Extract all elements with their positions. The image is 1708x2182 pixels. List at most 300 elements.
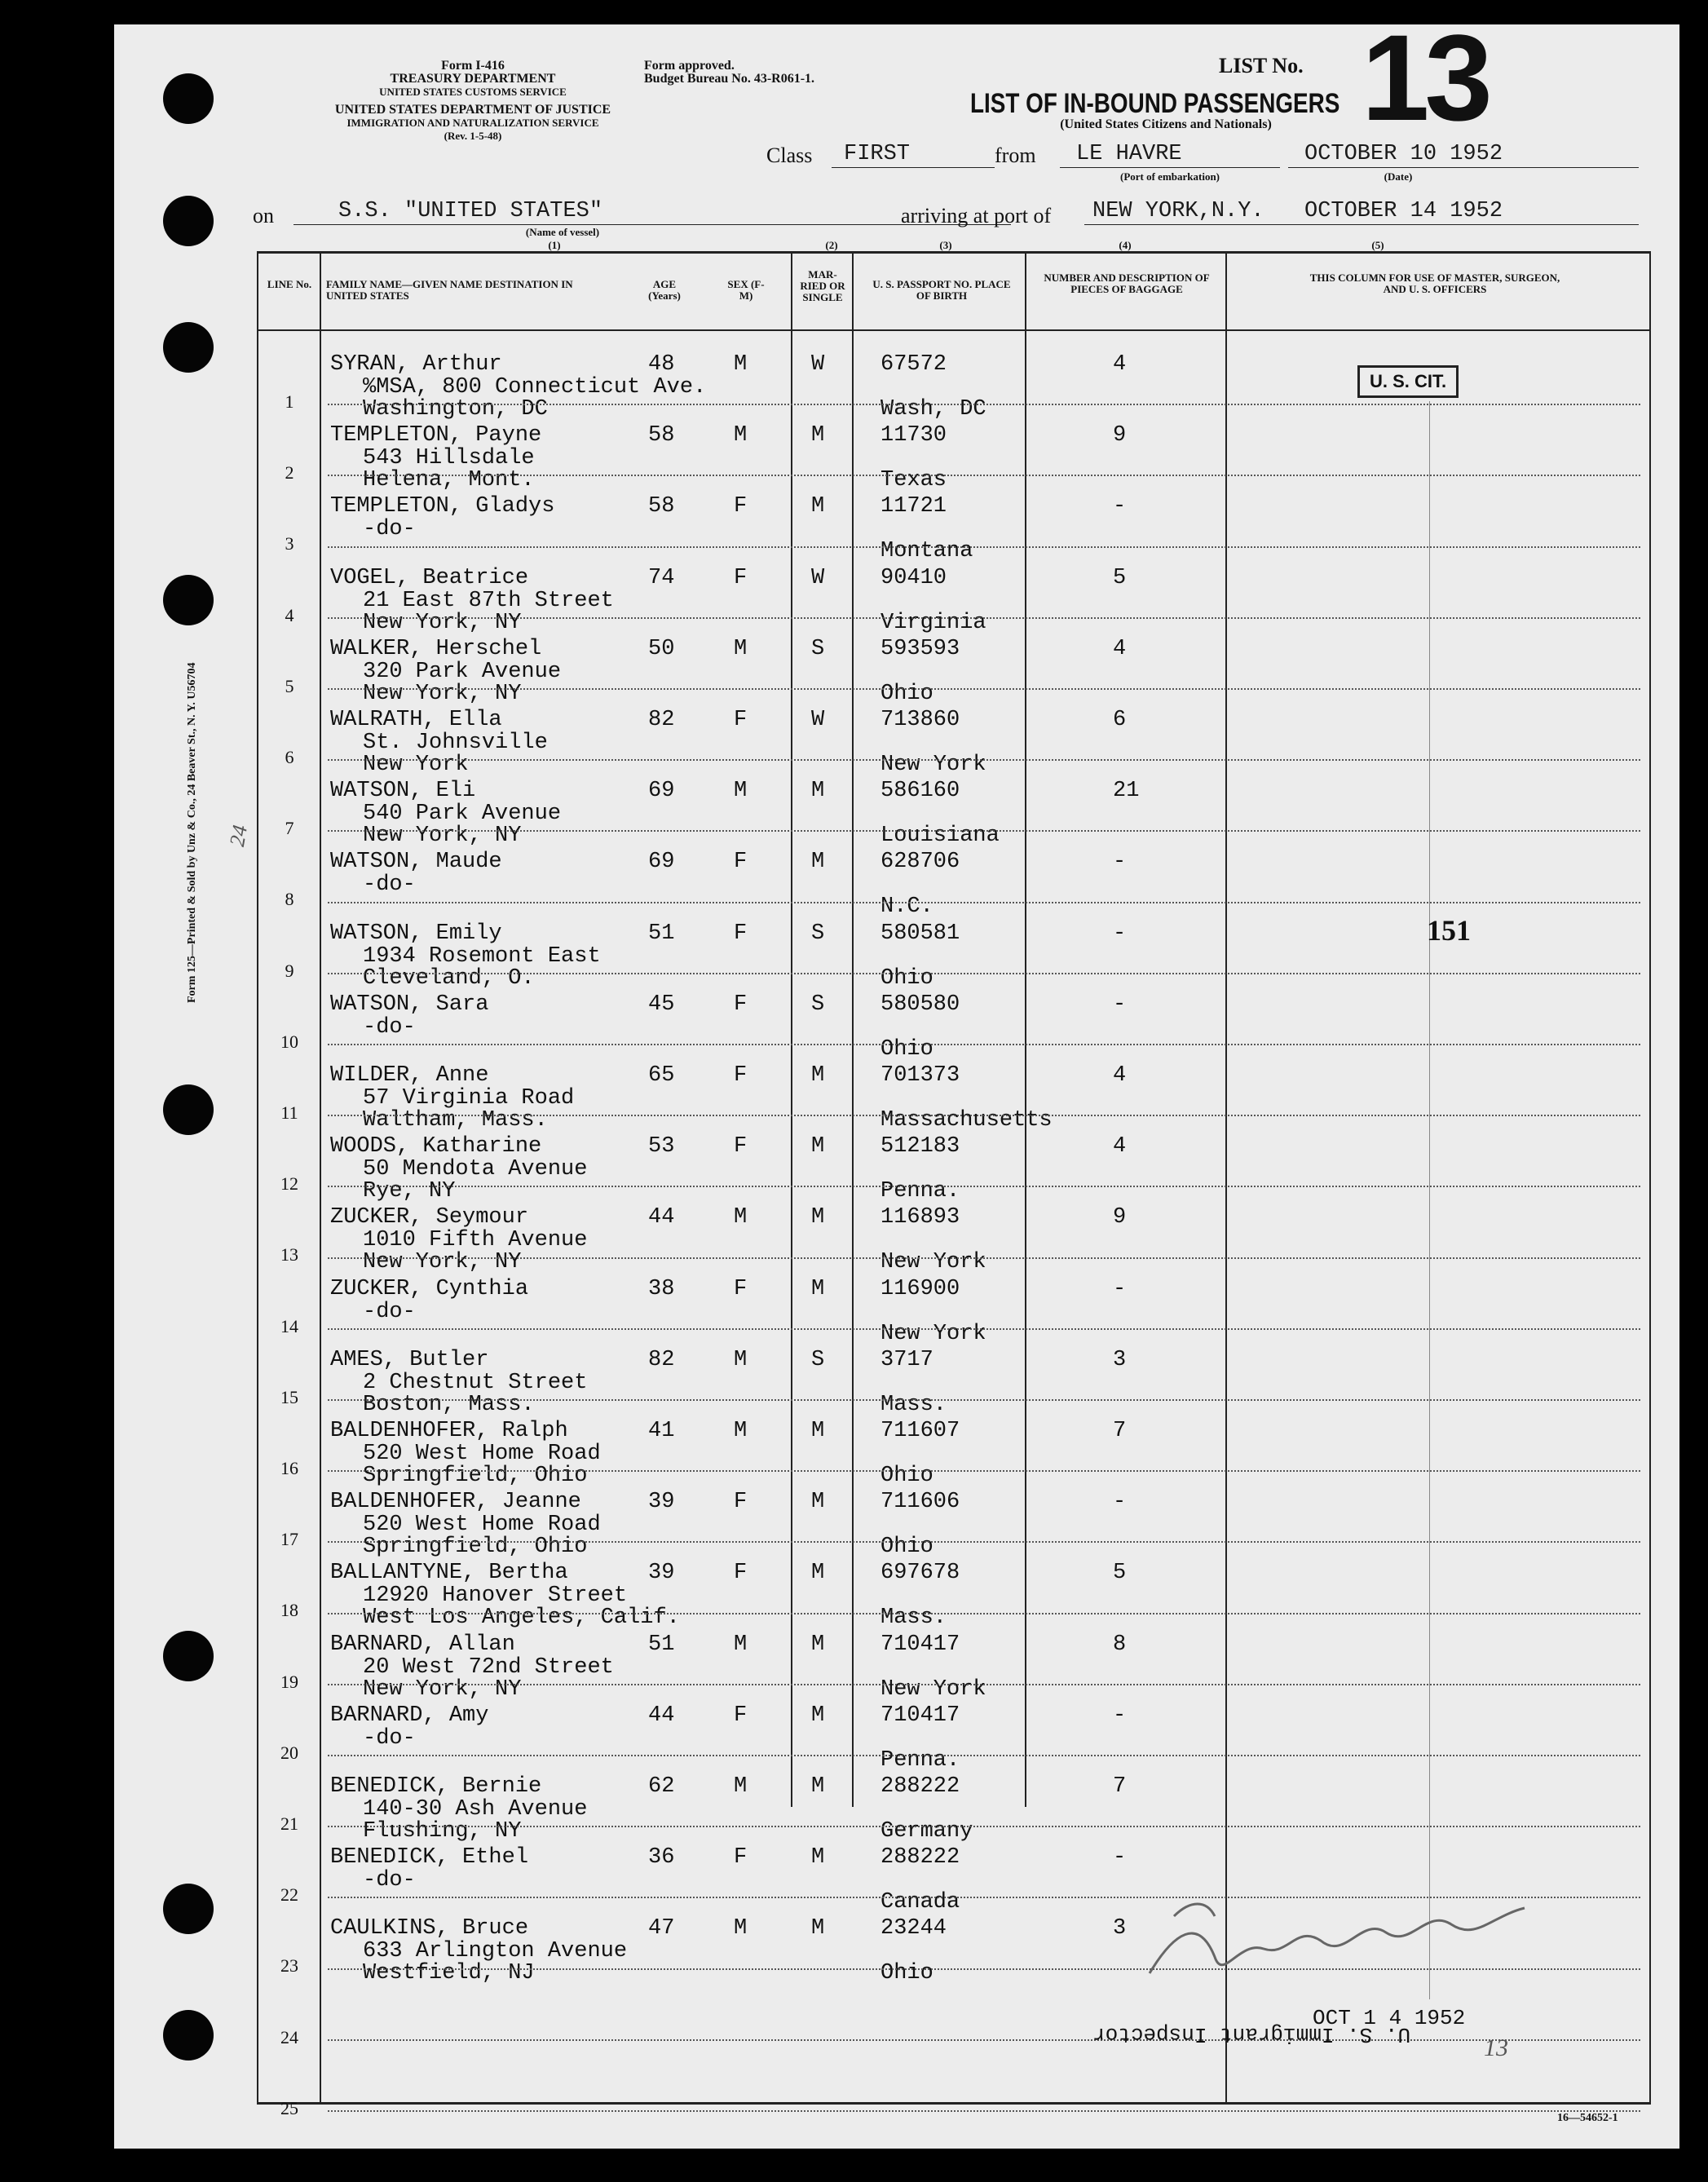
passenger-name: VOGEL, Beatrice: [330, 565, 529, 590]
punch-hole: [163, 1884, 214, 1934]
passenger-name: ZUCKER, Seymour: [330, 1205, 529, 1230]
date-underline: [1288, 167, 1639, 168]
baggage-count: 7: [1113, 1419, 1127, 1443]
col-header-line: LINE No.: [267, 278, 312, 290]
passenger-name: CAULKINS, Bruce: [330, 1916, 529, 1941]
passenger-address-line2: Helena, Mont.: [363, 468, 535, 493]
col-divider: [1025, 251, 1026, 1807]
baggage-count: 4: [1113, 1134, 1127, 1159]
line-number: 14: [280, 1315, 298, 1336]
passenger-age: 41: [648, 1419, 675, 1443]
passenger-address-line1: St. Johnsville: [363, 731, 548, 755]
passport-number: 711607: [880, 1419, 960, 1443]
passenger-address-line1: -do-: [363, 1014, 416, 1040]
passenger-address-line1: 543 Hillsdale: [363, 446, 535, 471]
passenger-sex: M: [734, 1205, 748, 1230]
passenger-sex: F: [734, 708, 748, 732]
passport-number: 90410: [880, 565, 947, 590]
line-number: 16: [280, 1458, 298, 1478]
row-dotted-rule: [328, 830, 1640, 832]
place-of-birth: Texas: [880, 468, 947, 493]
passenger-name: SYRAN, Arthur: [330, 352, 502, 377]
line-number: 12: [280, 1173, 298, 1195]
line-number: 6: [285, 747, 294, 767]
passenger-address-line1: 633 Arlington Avenue: [363, 1939, 628, 1964]
passenger-age: 58: [648, 423, 675, 448]
passport-number: 701373: [880, 1063, 960, 1088]
col-num-1: (1): [548, 239, 561, 251]
row-dotted-rule: [328, 1684, 1640, 1685]
passenger-marital-status: S: [811, 1347, 825, 1372]
row-dotted-rule: [328, 1399, 1640, 1401]
row-dotted-rule: [328, 1470, 1640, 1472]
passport-number: 710417: [880, 1632, 960, 1657]
passenger-name: WATSON, Sara: [330, 992, 489, 1017]
place-of-birth: Ohio: [880, 1535, 933, 1560]
place-of-birth: New York: [880, 1250, 986, 1275]
place-of-birth: New York: [880, 1676, 986, 1702]
passenger-age: 38: [648, 1276, 675, 1301]
table-header-border: [257, 329, 1651, 331]
col-num-4: (4): [1119, 239, 1132, 251]
passenger-name: BALDENHOFER, Ralph: [330, 1419, 568, 1443]
passport-number: 11721: [880, 494, 947, 519]
passenger-marital-status: M: [811, 1774, 825, 1799]
passenger-address-line1: 520 West Home Road: [363, 1442, 601, 1466]
line-number: 9: [285, 960, 294, 981]
baggage-count: 5: [1113, 1561, 1127, 1586]
place-of-birth: Wash, DC: [880, 397, 986, 422]
col-header-married: MAR- RIED OR SINGLE: [800, 268, 845, 303]
baggage-count: 21: [1113, 779, 1140, 804]
place-of-birth: Germany: [880, 1819, 973, 1844]
line-number: 5: [285, 675, 294, 696]
row-dotted-rule: [328, 759, 1640, 761]
passenger-age: 48: [648, 352, 675, 377]
class-value: FIRST: [844, 142, 911, 166]
passenger-sex: F: [734, 565, 748, 590]
col-header-passport: U. S. PASSPORT NO. PLACE OF BIRTH: [872, 278, 1011, 302]
place-of-birth: Massachusetts: [880, 1108, 1053, 1133]
passenger-age: 65: [648, 1063, 675, 1088]
passenger-age: 82: [648, 708, 675, 732]
passport-number: 580580: [880, 992, 960, 1017]
table-bottom-border: [257, 2102, 1651, 2105]
line-number: 10: [280, 1031, 298, 1052]
passenger-sex: F: [734, 1063, 748, 1088]
margin-mark: 24: [224, 823, 253, 849]
baggage-count: 6: [1113, 708, 1127, 732]
passenger-age: 82: [648, 1347, 675, 1372]
passenger-age: 47: [648, 1916, 675, 1941]
col-divider: [852, 251, 854, 1807]
passport-number: 3717: [880, 1347, 933, 1372]
line-number: 8: [285, 889, 294, 910]
port-embarkation-label: (Port of embarkation): [1119, 170, 1220, 183]
line-number: 25: [280, 2097, 298, 2118]
budget-bureau: Budget Bureau No. 43-R061-1.: [644, 72, 815, 86]
line-number: 4: [285, 604, 294, 625]
baggage-count: -: [1113, 1703, 1127, 1728]
place-of-birth: Virginia: [880, 610, 986, 635]
place-of-birth: Montana: [880, 539, 973, 564]
passenger-address-line1: 57 Virginia Road: [363, 1086, 575, 1111]
passenger-address-line1: 320 Park Avenue: [363, 659, 562, 684]
passenger-sex: F: [734, 1703, 748, 1728]
col-num-5: (5): [1371, 239, 1384, 251]
passenger-name: TEMPLETON, Gladys: [330, 494, 555, 519]
col-header-baggage: NUMBER AND DESCRIPTION OF PIECES OF BAGGAGE: [1044, 272, 1210, 295]
passenger-marital-status: S: [811, 921, 825, 946]
passenger-age: 69: [648, 850, 675, 875]
passenger-address-line2: Flushing, NY: [363, 1819, 522, 1844]
on-label: on: [253, 204, 274, 227]
passenger-age: 69: [648, 779, 675, 804]
punch-hole: [163, 1084, 214, 1135]
us-citizen-stamp: U. S. CIT.: [1357, 365, 1459, 398]
passport-number: 512183: [880, 1134, 960, 1159]
passenger-marital-status: W: [811, 708, 825, 732]
passenger-address-line1: 2 Chestnut Street: [363, 1370, 588, 1395]
passport-number: 628706: [880, 850, 960, 875]
form-approved: Form approved.: [644, 59, 735, 73]
row-dotted-rule: [328, 546, 1640, 548]
baggage-count: -: [1113, 1276, 1127, 1301]
row-dotted-rule: [328, 1257, 1640, 1259]
baggage-count: -: [1113, 850, 1127, 875]
passenger-count: 151: [1427, 914, 1471, 947]
passport-number: 697678: [880, 1561, 960, 1586]
line-number: 13: [280, 1244, 298, 1265]
passenger-address-line1: 1934 Rosemont East: [363, 943, 601, 969]
col-divider: [1649, 251, 1651, 2104]
passenger-marital-status: M: [811, 779, 825, 804]
col-divider: [320, 251, 321, 2104]
passenger-marital-status: M: [811, 1845, 825, 1871]
passenger-marital-status: M: [811, 1134, 825, 1159]
row-dotted-rule: [328, 404, 1640, 405]
passport-number: 711606: [880, 1490, 960, 1515]
passenger-sex: F: [734, 921, 748, 946]
place-of-birth: Ohio: [880, 965, 933, 991]
inspector-signature: [1141, 1884, 1533, 1998]
passenger-marital-status: W: [811, 565, 825, 590]
passenger-marital-status: W: [811, 352, 825, 377]
from-value: LE HAVRE: [1076, 142, 1182, 166]
passenger-address-line1: 50 Mendota Avenue: [363, 1157, 588, 1182]
passenger-name: WOODS, Katharine: [330, 1134, 542, 1159]
document-title: LIST OF IN-BOUND PASSENGERS: [970, 88, 1340, 119]
passenger-address-line1: 12920 Hanover Street: [363, 1583, 628, 1609]
passenger-name: WATSON, Eli: [330, 779, 476, 804]
passport-number: 288222: [880, 1774, 960, 1799]
row-dotted-rule: [328, 1328, 1640, 1330]
row-dotted-rule: [328, 2110, 1640, 2112]
passenger-age: 44: [648, 1703, 675, 1728]
passenger-name: BARNARD, Amy: [330, 1703, 489, 1728]
col-divider: [791, 251, 792, 1807]
row-dotted-rule: [328, 973, 1640, 974]
passenger-sex: M: [734, 1632, 748, 1657]
passenger-name: WATSON, Emily: [330, 921, 502, 946]
passenger-address-line2: New York, NY: [363, 824, 522, 849]
baggage-count: 8: [1113, 1632, 1127, 1657]
passenger-marital-status: S: [811, 992, 825, 1017]
passport-number: 67572: [880, 352, 947, 377]
customs-service: UNITED STATES CUSTOMS SERVICE: [379, 86, 567, 98]
passenger-sex: F: [734, 1845, 748, 1871]
passenger-marital-status: M: [811, 494, 825, 519]
passenger-address-line2: Cleveland, O.: [363, 965, 535, 991]
row-dotted-rule: [328, 902, 1640, 903]
place-of-birth: Mass.: [880, 1392, 947, 1417]
passenger-sex: F: [734, 1561, 748, 1586]
footer-code: 16—54652-1: [1557, 2112, 1618, 2124]
line-number: 22: [280, 1884, 298, 1906]
table-top-border: [257, 251, 1651, 254]
passenger-address-line2: Washington, DC: [363, 397, 548, 422]
passenger-name: BALDENHOFER, Jeanne: [330, 1490, 581, 1515]
passenger-age: 51: [648, 1632, 675, 1657]
arrival-date: OCTOBER 14 1952: [1304, 199, 1503, 223]
passport-number: 288222: [880, 1845, 960, 1871]
arrival-port: NEW YORK,N.Y.: [1092, 199, 1264, 223]
passenger-name: TEMPLETON, Payne: [330, 423, 542, 448]
place-of-birth: New York: [880, 1321, 986, 1346]
line-number: 11: [280, 1102, 298, 1123]
passenger-address-line2: Waltham, Mass.: [363, 1108, 548, 1133]
baggage-count: -: [1113, 1490, 1127, 1515]
passenger-address-line1: -do-: [363, 1868, 416, 1893]
baggage-count: -: [1113, 921, 1127, 946]
passenger-name: BARNARD, Allan: [330, 1632, 515, 1657]
passenger-age: 39: [648, 1561, 675, 1586]
passenger-name: BENEDICK, Bernie: [330, 1774, 542, 1799]
vessel-label: (Name of vessel): [525, 226, 600, 238]
row-dotted-rule: [328, 1755, 1640, 1756]
passenger-address-line2: West Los Angeles, Calif.: [363, 1606, 680, 1631]
line-number: 15: [280, 1386, 298, 1407]
line-number: 19: [280, 1671, 298, 1692]
passenger-marital-status: M: [811, 1703, 825, 1728]
row-dotted-rule: [328, 1044, 1640, 1045]
line-number: 23: [280, 1955, 298, 1977]
departure-date: OCTOBER 10 1952: [1304, 142, 1503, 166]
punch-hole: [163, 575, 214, 625]
baggage-count: 9: [1113, 423, 1127, 448]
inspector-stamp: U. S. Immigrant Inspector: [1092, 2022, 1411, 2047]
document-page: [114, 9, 1679, 2149]
passenger-sex: F: [734, 992, 748, 1017]
passenger-sex: M: [734, 1419, 748, 1443]
baggage-count: 3: [1113, 1916, 1127, 1941]
passenger-marital-status: S: [811, 636, 825, 661]
row-dotted-rule: [328, 688, 1640, 690]
place-of-birth: N.C.: [880, 894, 933, 920]
passenger-age: 74: [648, 565, 675, 590]
passenger-name: WILDER, Anne: [330, 1063, 489, 1088]
line-number: 1: [285, 391, 294, 412]
list-no-label: LIST No.: [1219, 54, 1304, 77]
passenger-marital-status: M: [811, 1490, 825, 1515]
passenger-address-line1: 140-30 Ash Avenue: [363, 1797, 588, 1822]
list-no-value: 13: [1362, 9, 1488, 146]
line-number: 17: [280, 1529, 298, 1550]
passenger-marital-status: M: [811, 423, 825, 448]
justice-dept: UNITED STATES DEPARTMENT OF JUSTICE: [334, 103, 611, 117]
row-dotted-rule: [328, 1613, 1640, 1614]
col-header-officers: THIS COLUMN FOR USE OF MASTER, SURGEON, AND U. S. OFFICERS: [1309, 272, 1560, 295]
passenger-age: 53: [648, 1134, 675, 1159]
passenger-address-line1: -do-: [363, 1725, 416, 1751]
passenger-sex: F: [734, 494, 748, 519]
row-dotted-rule: [328, 1115, 1640, 1116]
passenger-address-line2: New York, NY: [363, 681, 522, 706]
treasury-dept: TREASURY DEPARTMENT: [390, 72, 556, 86]
passenger-address-line2: Springfield, Ohio: [363, 1535, 588, 1560]
row-dotted-rule: [328, 1826, 1640, 1827]
passenger-address-line2: Rye, NY: [363, 1179, 456, 1204]
line-number: 3: [285, 533, 294, 554]
passenger-age: 44: [648, 1205, 675, 1230]
passenger-sex: M: [734, 1774, 748, 1799]
passenger-name: BALLANTYNE, Bertha: [330, 1561, 568, 1586]
passenger-sex: M: [734, 1916, 748, 1941]
arriving-label: arriving at port of: [901, 204, 1052, 227]
baggage-count: 4: [1113, 636, 1127, 661]
col-header-age: AGE (Years): [648, 278, 681, 302]
revision: (Rev. 1-5-48): [444, 130, 502, 142]
line-number: 2: [285, 462, 294, 484]
baggage-count: 4: [1113, 352, 1127, 377]
baggage-count: -: [1113, 1845, 1127, 1871]
passenger-marital-status: M: [811, 1419, 825, 1443]
place-of-birth: Ohio: [880, 1961, 933, 1986]
passenger-address-line1: -do-: [363, 517, 416, 542]
place-of-birth: Penna.: [880, 1179, 960, 1204]
place-of-birth: Ohio: [880, 1036, 933, 1062]
passenger-sex: F: [734, 1490, 748, 1515]
place-of-birth: Ohio: [880, 681, 933, 706]
passenger-name: WALRATH, Ella: [330, 708, 502, 732]
col-divider: [257, 251, 258, 2104]
class-underline: [832, 167, 995, 168]
passenger-name: AMES, Butler: [330, 1347, 489, 1372]
col-header-sex: SEX (F-M): [727, 278, 765, 302]
baggage-count: -: [1113, 494, 1127, 519]
punch-hole: [163, 322, 214, 373]
punch-hole: [163, 1631, 214, 1681]
col-header-name: FAMILY NAME—GIVEN NAME DESTINATION IN UNITED STATES: [326, 278, 573, 302]
baggage-count: 7: [1113, 1774, 1127, 1799]
date-label: (Date): [1384, 170, 1413, 183]
passenger-address-line2: New York, NY: [363, 610, 522, 635]
passenger-age: 39: [648, 1490, 675, 1515]
punch-hole: [163, 196, 214, 246]
passport-number: 116900: [880, 1276, 960, 1301]
line-number: 20: [280, 1742, 298, 1763]
passport-number: 713860: [880, 708, 960, 732]
passenger-sex: M: [734, 636, 748, 661]
passenger-address-line1: -do-: [363, 1299, 416, 1324]
baggage-count: 4: [1113, 1063, 1127, 1088]
passenger-sex: M: [734, 1347, 748, 1372]
passenger-address-line2: New York, NY: [363, 1250, 522, 1275]
passenger-address-line1: 520 West Home Road: [363, 1513, 601, 1538]
place-of-birth: New York: [880, 753, 986, 777]
passenger-name: ZUCKER, Cynthia: [330, 1276, 529, 1301]
line-number: 21: [280, 1813, 298, 1834]
passenger-address-line1: 1010 Fifth Avenue: [363, 1228, 588, 1253]
passport-number: 116893: [880, 1205, 960, 1230]
passport-number: 580581: [880, 921, 960, 946]
passport-number: 593593: [880, 636, 960, 661]
passenger-sex: M: [734, 779, 748, 804]
passenger-marital-status: M: [811, 1205, 825, 1230]
printer-imprint: Form 125—Printed & Sold by Unz & Co., 24 Beaver St., N. Y. U56704: [186, 662, 198, 1003]
passenger-address-line2: Springfield, Ohio: [363, 1464, 588, 1488]
row-dotted-rule: [328, 2039, 1640, 2041]
passport-number: 710417: [880, 1703, 960, 1728]
passenger-address-line1: 540 Park Avenue: [363, 802, 562, 827]
from-underline: [1060, 167, 1280, 168]
passenger-marital-status: M: [811, 1916, 825, 1941]
passenger-address-line1: -do-: [363, 872, 416, 898]
from-label: from: [995, 144, 1036, 167]
passenger-address-line1: 21 East 87th Street: [363, 588, 614, 613]
passenger-sex: F: [734, 850, 748, 875]
class-label: Class: [766, 144, 813, 167]
passenger-marital-status: M: [811, 1561, 825, 1586]
passenger-name: BENEDICK, Ethel: [330, 1845, 529, 1871]
passenger-sex: M: [734, 352, 748, 377]
row-dotted-rule: [328, 475, 1640, 476]
passport-number: 23244: [880, 1916, 947, 1941]
place-of-birth: Ohio: [880, 1464, 933, 1488]
passenger-age: 36: [648, 1845, 675, 1871]
passenger-name: WATSON, Maude: [330, 850, 502, 875]
passenger-age: 58: [648, 494, 675, 519]
place-of-birth: Louisiana: [880, 824, 1000, 849]
passenger-marital-status: M: [811, 1632, 825, 1657]
passenger-age: 45: [648, 992, 675, 1017]
passenger-address-line2: New York: [363, 753, 469, 777]
passenger-age: 62: [648, 1774, 675, 1799]
passenger-marital-status: M: [811, 1063, 825, 1088]
vessel-name: S.S. "UNITED STATES": [338, 199, 603, 223]
place-of-birth: Mass.: [880, 1606, 947, 1631]
line-number: 24: [280, 2026, 298, 2047]
passenger-marital-status: M: [811, 1276, 825, 1301]
passenger-address-line2: New York, NY: [363, 1676, 522, 1702]
punch-hole: [163, 2010, 214, 2061]
line-number: 18: [280, 1600, 298, 1621]
place-of-birth: Canada: [880, 1890, 960, 1915]
place-of-birth: Penna.: [880, 1747, 960, 1773]
passport-number: 586160: [880, 779, 960, 804]
baggage-count: 9: [1113, 1205, 1127, 1230]
page-mark: 13: [1484, 2034, 1508, 2061]
passenger-sex: F: [734, 1276, 748, 1301]
row-dotted-rule: [328, 617, 1640, 619]
document-subtitle: (United States Citizens and Nationals): [1060, 117, 1272, 131]
passenger-sex: F: [734, 1134, 748, 1159]
baggage-count: -: [1113, 992, 1127, 1017]
col-num-2: (2): [825, 239, 838, 251]
stamp-date: OCT 1 4 1952: [1313, 2006, 1466, 2030]
ins-service: IMMIGRATION AND NATURALIZATION SERVICE: [346, 117, 599, 129]
passenger-marital-status: M: [811, 850, 825, 875]
